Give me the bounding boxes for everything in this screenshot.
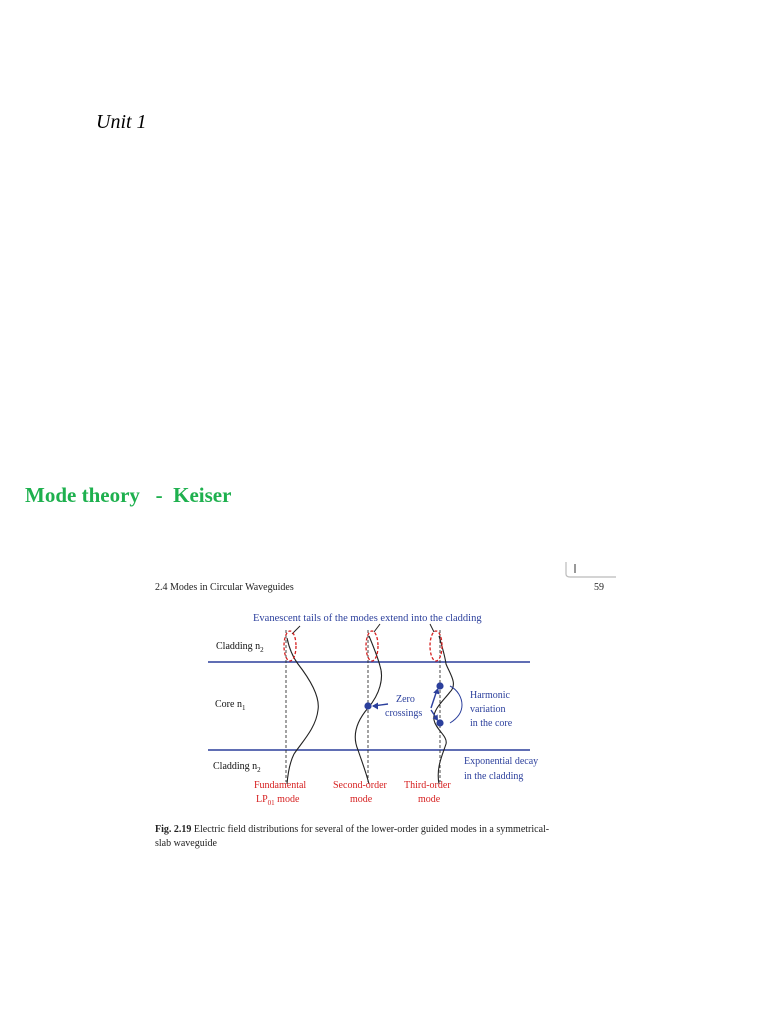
harmonic-label-3: in the core bbox=[470, 718, 513, 729]
zero-crossing-dot-2 bbox=[364, 702, 371, 709]
decay-label-1: Exponential decay bbox=[464, 756, 539, 767]
mode3-label-1: Third-order bbox=[404, 780, 451, 791]
figure-caption-2: slab waveguide bbox=[155, 838, 217, 849]
scan-corner-mark bbox=[566, 562, 616, 577]
third-order-mode-curve bbox=[434, 636, 454, 784]
figure-caption-1: Fig. 2.19 Electric field distributions for several of the lower-order guided modes in a symmetrical- bbox=[155, 824, 550, 835]
cladding-top-label: Cladding $n_2$ bbox=[216, 641, 264, 654]
evanescent-note: Evanescent tails of the modes extend into the cladding bbox=[253, 613, 482, 624]
cladding-bottom-label: Cladding $n_2$ bbox=[213, 761, 261, 774]
fundamental-mode-curve bbox=[287, 638, 318, 784]
harmonic-label-2: variation bbox=[470, 704, 506, 715]
mode-figure bbox=[150, 560, 620, 860]
mode1-label-2: $LP_{01}$ mode bbox=[256, 794, 300, 807]
mode2-label-2: mode bbox=[350, 794, 373, 805]
unit-label: Unit 1 bbox=[96, 111, 147, 133]
core-label: Core $n_1$ bbox=[215, 699, 246, 712]
section-heading: Mode theory - Keiser bbox=[25, 483, 232, 507]
mode2-label-1: Second-order bbox=[333, 780, 387, 791]
mode1-label-1: Fundamental bbox=[254, 780, 307, 791]
harmonic-bracket bbox=[450, 686, 462, 723]
mode3-label-2: mode bbox=[418, 794, 441, 805]
figure-header: 2.4 Modes in Circular Waveguides bbox=[155, 582, 294, 593]
zero-crossing-dot-3a bbox=[436, 682, 443, 689]
decay-label-2: in the cladding bbox=[464, 771, 524, 782]
zero-crossings-label-1: Zero bbox=[396, 694, 415, 705]
zero-crossings-label-2: crossings bbox=[385, 708, 423, 719]
mode-figure-svg bbox=[150, 560, 620, 860]
figure-page-number: 59 bbox=[594, 582, 604, 593]
harmonic-label-1: Harmonic bbox=[470, 690, 510, 701]
